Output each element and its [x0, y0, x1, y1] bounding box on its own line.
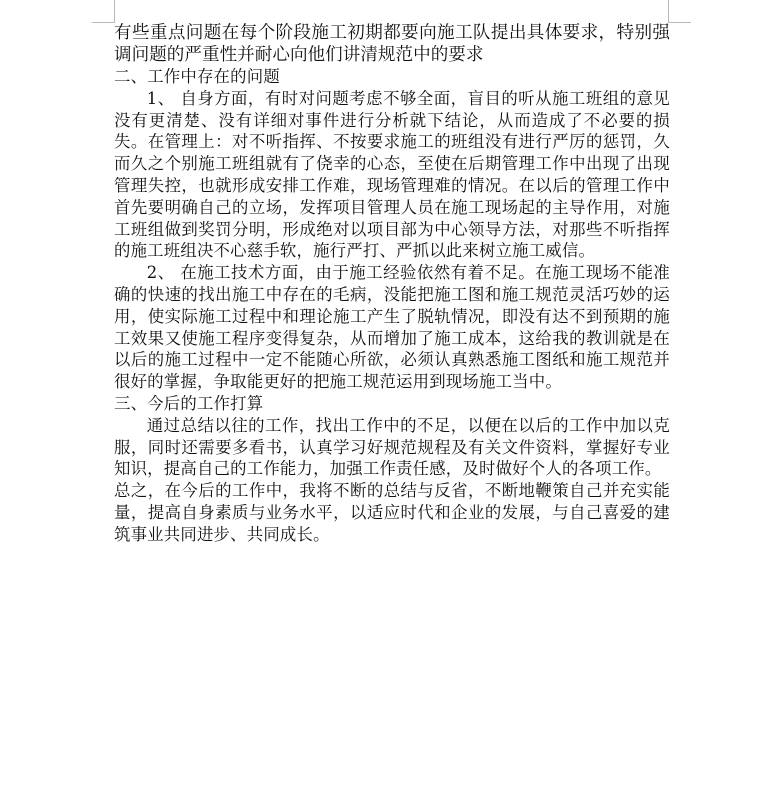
section-heading-3: 三、今后的工作打算 [114, 393, 264, 413]
paragraph-conclusion: 总之，在今后的工作中，我将不断的总结与反省，不断地鞭策自己并充实能量，提高自身素质与业务水平，以适应时代和企业的发展，与自己喜爱的建筑事业共同进步、共同成长。 [114, 481, 670, 544]
intro-paragraph: 有些重点问题在每个阶段施工初期都要向施工队提出具体要求，特别强调问题的严重性并耐心向他们讲清规范中的要求 [114, 23, 670, 65]
page-corner-mark-top-right [668, 0, 691, 23]
paragraph-self-aspect: 1、 自身方面，有时对问题考虑不够全面，盲目的听从施工班组的意见没有更清楚、没有详细对事件进行分析就下结论，从而造成了不必要的损失。在管理上：对不听指挥、不按要求施工的班组没有进行严厉的惩罚，久而久之个别施工班组就有了侥幸的心态，至使在后期管理工作中出现了出现管理失控，也就形成安排工作难，现场管理难的情况。在以后的管理工作中首先要明确自己的立场，发挥项目管理人员在施工现场起的主导作用，对施工班组做到奖罚分明，形成绝对以项目部为中心领导方法，对那些不听指挥的施工班组决不心慈手软，施行严打、严抓以此来树立施工威信。 [114, 88, 670, 261]
paragraph-future-plan: 通过总结以往的工作，找出工作中的不足，以便在以后的工作中加以克服，同时还需要多看书，认真学习好规范规程及有关文件资料，掌握好专业知识，提高自己的工作能力，加强工作责任感，及时做好个人的各项工作。 [114, 415, 670, 479]
page-corner-mark-top-left [92, 0, 115, 23]
document-body[interactable] [114, 22, 670, 546]
paragraph-technical-aspect: 2、 在施工技术方面，由于施工经验依然有着不足。在施工现场不能准确的快速的找出施工中存在的毛病，没能把施工图和施工规范灵活巧妙的运用，使实际施工过程中和理论施工产生了脱轨情况，即没有达不到预期的施工效果又使施工程序变得复杂，从而增加了施工成本，这给我的教训就是在以后的施工过程中一定不能随心所欲，必须认真熟悉施工图纸和施工规范并很好的掌握，争取能更好的把施工规范运用到现场施工当中。 [114, 263, 670, 392]
section-heading-2: 二、工作中存在的问题 [114, 67, 280, 86]
